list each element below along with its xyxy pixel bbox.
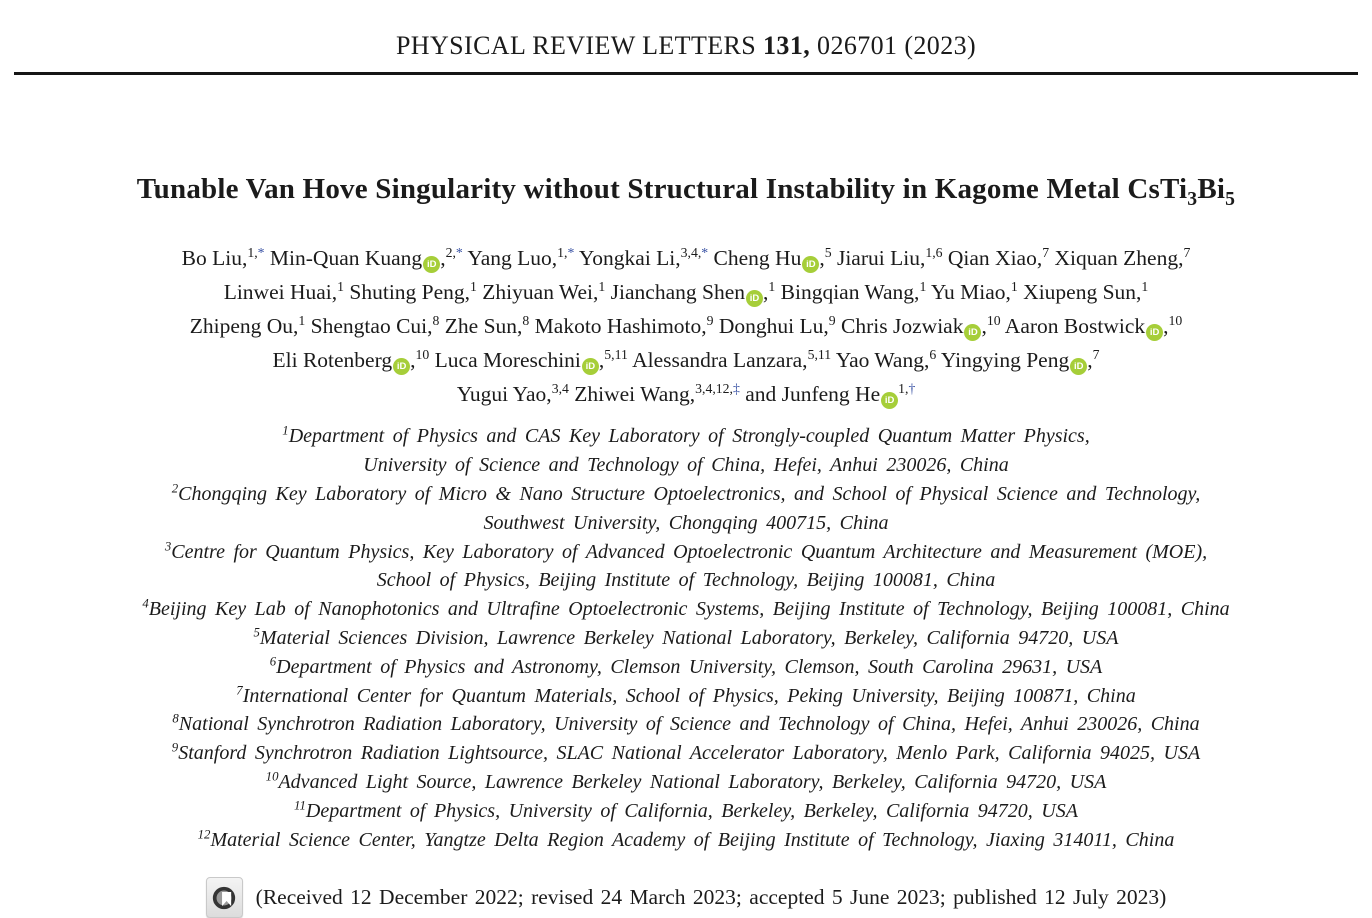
affiliation-ref: 1 bbox=[768, 279, 776, 295]
author-superscript bbox=[552, 381, 569, 396]
title-text: Bi bbox=[1197, 173, 1226, 205]
footnote-link[interactable]: * bbox=[455, 245, 463, 261]
affiliation-ref: 1, bbox=[898, 381, 909, 397]
affiliation-ref: 2, bbox=[445, 245, 456, 261]
affiliation-ref: 7 bbox=[1183, 245, 1191, 261]
author-name-suffix: , bbox=[981, 314, 987, 339]
orcid-icon[interactable]: iD bbox=[1070, 358, 1087, 375]
author bbox=[482, 280, 605, 304]
orcid-icon[interactable]: iD bbox=[746, 290, 763, 307]
author bbox=[224, 280, 344, 304]
affiliation-number: 9 bbox=[171, 740, 179, 755]
affiliation-line bbox=[0, 710, 1372, 739]
affiliation-ref: 9 bbox=[706, 313, 714, 329]
author-superscript bbox=[298, 313, 305, 328]
affiliation-ref: 5,11 bbox=[807, 347, 832, 363]
author-name-suffix: , bbox=[1163, 314, 1169, 339]
author-name: Bo Liu, bbox=[181, 246, 248, 271]
affiliation-line bbox=[0, 480, 1372, 509]
author bbox=[435, 348, 628, 372]
affiliation-line bbox=[0, 797, 1372, 826]
affiliation-ref: 1 bbox=[470, 279, 477, 295]
author-superscript bbox=[337, 279, 344, 294]
author-name: Yongkai Li, bbox=[578, 246, 681, 271]
author-name: Xiupeng Sun, bbox=[1023, 280, 1142, 305]
affiliation-ref: 1, bbox=[247, 245, 258, 261]
author bbox=[719, 314, 836, 338]
affiliation-ref: 8 bbox=[432, 313, 440, 329]
author-name: Yu Miao, bbox=[930, 280, 1011, 305]
affiliation-text: International Center for Quantum Materials, School of Physics, Peking University, Beijing 100871, China bbox=[242, 684, 1136, 707]
affiliation-line bbox=[0, 768, 1372, 797]
author-superscript bbox=[446, 245, 463, 260]
orcid-icon[interactable]: iD bbox=[964, 324, 981, 341]
author-superscript bbox=[695, 381, 740, 396]
affiliation-ref: 1 bbox=[1010, 279, 1018, 295]
author-name: Qian Xiao, bbox=[947, 246, 1043, 271]
author-superscript bbox=[898, 381, 915, 396]
affiliation-ref: 10 bbox=[986, 313, 1001, 329]
affiliation-line bbox=[0, 595, 1372, 624]
affiliation-ref: 3,4 bbox=[551, 381, 569, 397]
affiliation-number: 2 bbox=[171, 481, 179, 496]
author-superscript bbox=[433, 313, 440, 328]
footnote-link[interactable]: * bbox=[257, 245, 265, 261]
author-name: and Junfeng He bbox=[745, 382, 881, 407]
author-line bbox=[0, 309, 1372, 343]
affiliation-text: Department of Physics and CAS Key Laboratory of Strongly-coupled Quantum Matter Physics, bbox=[288, 425, 1090, 448]
author-superscript bbox=[1169, 313, 1183, 328]
received-row bbox=[0, 877, 1372, 918]
author-name: Alessandra Lanzara, bbox=[632, 348, 808, 373]
author bbox=[574, 382, 740, 406]
author-name: Jianchang Shen bbox=[610, 280, 745, 305]
affiliation-text: Chongqing Key Laboratory of Micro & Nano Structure Optoelectronics, and School of Physical Science and Technology, bbox=[178, 482, 1201, 505]
author-name: Yang Luo, bbox=[467, 246, 558, 271]
title-subscript: 3 bbox=[1187, 187, 1198, 210]
affiliation-number: 11 bbox=[294, 798, 306, 813]
author bbox=[714, 246, 832, 270]
author-superscript bbox=[1183, 245, 1190, 260]
author bbox=[535, 314, 714, 338]
footnote-link[interactable]: ‡ bbox=[732, 381, 740, 397]
author-superscript bbox=[768, 279, 775, 294]
author-name-suffix: , bbox=[410, 348, 416, 373]
author-superscript bbox=[416, 347, 430, 362]
affiliation-ref: 8 bbox=[522, 313, 530, 329]
title-text: Tunable Van Hove Singularity without Structural Instability in Kagome Metal CsTi bbox=[136, 173, 1188, 205]
affiliation-line bbox=[0, 509, 1372, 538]
affiliation-number: 1 bbox=[282, 423, 289, 438]
author bbox=[190, 314, 306, 338]
affiliation-line bbox=[0, 422, 1372, 451]
affiliation-ref: 1 bbox=[1141, 279, 1149, 295]
journal-volume: 131, bbox=[763, 31, 811, 60]
journal-article-number: 026701 (2023) bbox=[810, 31, 977, 60]
affiliation-ref: 6 bbox=[929, 347, 937, 363]
author-block bbox=[0, 241, 1372, 411]
author-superscript bbox=[247, 245, 264, 260]
orcid-icon[interactable]: iD bbox=[881, 392, 898, 409]
author-name: Min-Quan Kuang bbox=[269, 246, 423, 271]
affiliation-text: Department of Physics and Astronomy, Clemson University, Clemson, South Carolina 29631, USA bbox=[276, 655, 1103, 678]
author-superscript bbox=[604, 347, 628, 362]
author-superscript bbox=[1093, 347, 1100, 362]
affiliation-ref: 9 bbox=[828, 313, 836, 329]
orcid-icon[interactable]: iD bbox=[393, 358, 410, 375]
affiliation-line bbox=[0, 451, 1372, 480]
author-name: Shengtao Cui, bbox=[310, 314, 433, 339]
author bbox=[270, 246, 463, 270]
affiliation-text: University of Science and Technology of China, Hefei, Anhui 230026, China bbox=[363, 454, 1009, 477]
author-name: Makoto Hashimoto, bbox=[534, 314, 707, 339]
author-superscript bbox=[825, 245, 832, 260]
author bbox=[182, 246, 265, 270]
author-name: Zhe Sun, bbox=[444, 314, 523, 339]
crossmark-glyph bbox=[211, 885, 237, 911]
affiliation-ref: 10 bbox=[415, 347, 430, 363]
author-name: Zhipeng Ou, bbox=[189, 314, 299, 339]
affiliation-line bbox=[0, 653, 1372, 682]
author bbox=[445, 314, 530, 338]
author-superscript bbox=[707, 313, 714, 328]
paper-title bbox=[28, 173, 1344, 210]
author bbox=[273, 348, 430, 372]
author-name: Eli Rotenberg bbox=[272, 348, 393, 373]
header-rule bbox=[14, 72, 1358, 75]
affiliation-text: School of Physics, Beijing Institute of Technology, Beijing 100081, China bbox=[376, 569, 996, 592]
affiliation-ref: 5,11 bbox=[604, 347, 628, 363]
author bbox=[745, 382, 915, 406]
author bbox=[931, 280, 1018, 304]
affiliation-text: Material Sciences Division, Lawrence Berkeley National Laboratory, Berkeley, California 94720, USA bbox=[259, 626, 1119, 649]
author bbox=[467, 246, 574, 270]
footnote-link[interactable]: * bbox=[567, 245, 575, 261]
author-name: Luca Moreschini bbox=[434, 348, 581, 373]
affiliation-text: National Synchrotron Radiation Laboratory, University of Science and Technology of China, Hefei, Anhui 230026, China bbox=[178, 713, 1200, 736]
affiliation-number: 12 bbox=[197, 826, 211, 841]
author-name: Donghui Lu, bbox=[718, 314, 829, 339]
affiliation-ref: 7 bbox=[1092, 347, 1100, 363]
affiliation-ref: 1 bbox=[298, 313, 306, 329]
author-line bbox=[0, 275, 1372, 309]
author-line bbox=[0, 343, 1372, 377]
author-superscript bbox=[1141, 279, 1148, 294]
author bbox=[841, 314, 1001, 338]
author-name: Yugui Yao, bbox=[456, 382, 552, 407]
affiliation-line bbox=[0, 826, 1372, 855]
author-name: Linwei Huai, bbox=[223, 280, 338, 305]
author-name: Yingying Peng bbox=[940, 348, 1070, 373]
author-superscript bbox=[598, 279, 605, 294]
author-name: Zhiyuan Wei, bbox=[482, 280, 599, 305]
title-subscript: 5 bbox=[1225, 187, 1236, 210]
affiliation-text: Southwest University, Chongqing 400715, China bbox=[483, 511, 889, 534]
affiliation-text: Stanford Synchrotron Radiation Lightsource, SLAC National Accelerator Laboratory, Menlo Park, California 94025, USA bbox=[178, 742, 1201, 765]
author-name-suffix: , bbox=[819, 246, 825, 271]
author-superscript bbox=[929, 347, 936, 362]
author-superscript bbox=[522, 313, 529, 328]
author-line bbox=[0, 241, 1372, 275]
affiliation-line bbox=[0, 566, 1372, 595]
footnote-link[interactable]: † bbox=[908, 381, 916, 397]
author-superscript bbox=[919, 279, 926, 294]
author bbox=[349, 280, 477, 304]
affiliation-line bbox=[0, 739, 1372, 768]
affiliation-number: 10 bbox=[265, 769, 279, 784]
author-name: Cheng Hu bbox=[713, 246, 802, 271]
affiliation-ref: 10 bbox=[1168, 313, 1183, 329]
author-name-suffix: , bbox=[763, 280, 769, 305]
affiliation-line bbox=[0, 624, 1372, 653]
author-name: Chris Jozwiak bbox=[841, 314, 964, 339]
affiliation-text: Material Science Center, Yangtze Delta Region Academy of Beijing Institute of Technology, Jiaxing 314011, China bbox=[210, 828, 1175, 851]
affiliation-ref: 1, bbox=[557, 245, 568, 261]
author-superscript bbox=[808, 347, 832, 362]
author-name: Xiquan Zheng, bbox=[1054, 246, 1184, 271]
affiliation-number: 8 bbox=[172, 711, 179, 726]
affiliation-ref: 3,4,12, bbox=[695, 381, 733, 397]
author-superscript bbox=[1011, 279, 1018, 294]
affiliation-ref: 7 bbox=[1042, 245, 1050, 261]
author-superscript bbox=[557, 245, 574, 260]
author bbox=[579, 246, 708, 270]
author bbox=[948, 246, 1049, 270]
author bbox=[632, 348, 831, 372]
author-superscript bbox=[987, 313, 1001, 328]
author-name: Bingqian Wang, bbox=[780, 280, 920, 305]
author-superscript bbox=[1042, 245, 1049, 260]
orcid-icon[interactable]: iD bbox=[423, 256, 440, 273]
affiliation-number: 7 bbox=[236, 682, 243, 697]
author-name-suffix: , bbox=[1087, 348, 1093, 373]
author-name: Zhiwei Wang, bbox=[574, 382, 696, 407]
author-superscript bbox=[829, 313, 836, 328]
affiliation-text: Advanced Light Source, Lawrence Berkeley National Laboratory, Berkeley, California 94720, USA bbox=[278, 770, 1107, 793]
affiliation-ref: 1 bbox=[598, 279, 606, 295]
crossmark-icon[interactable] bbox=[206, 877, 243, 918]
author-superscript bbox=[681, 245, 709, 260]
affiliation-ref: 1 bbox=[919, 279, 927, 295]
author-name-suffix: , bbox=[598, 348, 605, 373]
affiliation-text: Department of Physics, University of California, Berkeley, Berkeley, California 94720, USA bbox=[305, 799, 1078, 822]
affiliation-number: 3 bbox=[164, 538, 172, 553]
affiliation-text: Centre for Quantum Physics, Key Laboratory of Advanced Optoelectronic Quantum Architecture and Measurement (MOE), bbox=[171, 540, 1208, 563]
affiliation-ref: 1,6 bbox=[925, 245, 943, 261]
author-superscript bbox=[470, 279, 477, 294]
received-dates: (Received 12 December 2022; revised 24 March 2023; accepted 5 June 2023; published 12 July 2023) bbox=[255, 885, 1167, 910]
author-name: Jiarui Liu, bbox=[836, 246, 926, 271]
affiliation-ref: 3,4, bbox=[680, 245, 702, 261]
affiliation-number: 5 bbox=[253, 625, 260, 640]
author bbox=[457, 382, 569, 406]
affiliations-block bbox=[0, 422, 1372, 854]
author-name: Shuting Peng, bbox=[349, 280, 471, 305]
author-superscript bbox=[925, 245, 942, 260]
affiliation-ref: 5 bbox=[824, 245, 832, 261]
author-name: Aaron Bostwick bbox=[1004, 314, 1146, 339]
affiliation-line bbox=[0, 682, 1372, 711]
affiliation-text: Beijing Key Lab of Nanophotonics and Ultrafine Optoelectronic Systems, Beijing Institute of Technology, Beijing 100081, China bbox=[148, 598, 1230, 621]
author-name: Yao Wang, bbox=[835, 348, 930, 373]
author bbox=[1054, 246, 1190, 270]
author-name-suffix: , bbox=[440, 246, 446, 271]
affiliation-ref: 1 bbox=[337, 279, 345, 295]
author bbox=[611, 280, 776, 304]
author-line bbox=[0, 377, 1372, 411]
affiliation-line bbox=[0, 538, 1372, 567]
affiliation-number: 4 bbox=[142, 596, 149, 611]
orcid-icon[interactable]: iD bbox=[802, 256, 819, 273]
footnote-link[interactable]: * bbox=[701, 245, 709, 261]
journal-header bbox=[0, 0, 1372, 61]
author bbox=[1005, 314, 1182, 338]
author bbox=[941, 348, 1100, 372]
author bbox=[311, 314, 440, 338]
author bbox=[1023, 280, 1148, 304]
orcid-icon[interactable]: iD bbox=[1146, 324, 1163, 341]
journal-name: PHYSICAL REVIEW LETTERS bbox=[395, 31, 764, 60]
orcid-icon[interactable]: iD bbox=[582, 358, 599, 375]
author bbox=[836, 348, 937, 372]
author bbox=[837, 246, 943, 270]
affiliation-number: 6 bbox=[269, 654, 277, 669]
author bbox=[781, 280, 927, 304]
